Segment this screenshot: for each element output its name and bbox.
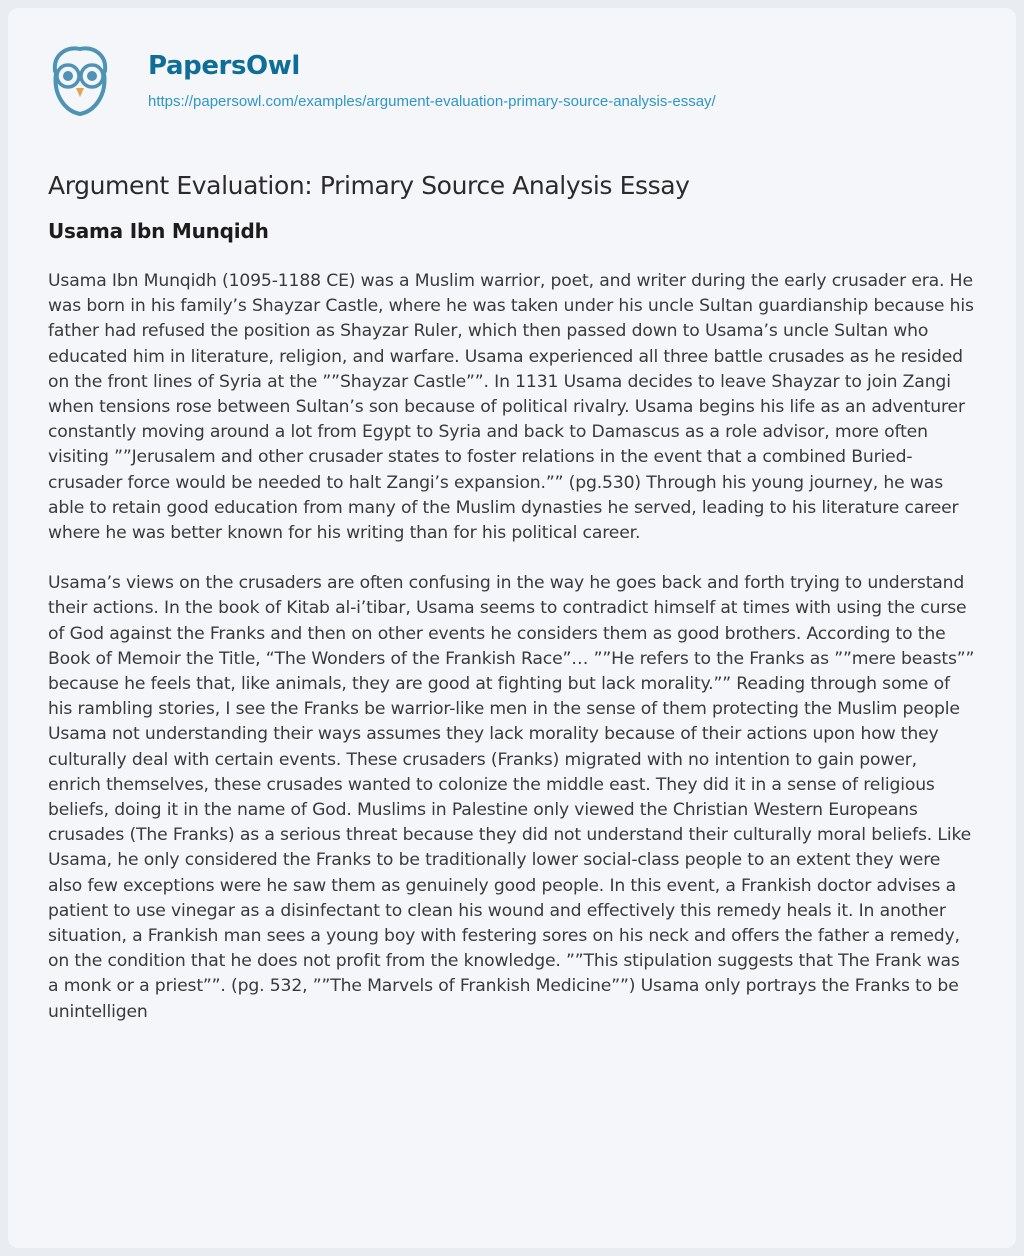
page-title: Argument Evaluation: Primary Source Analysis Essay <box>48 171 690 200</box>
paragraph: Usama’s views on the crusaders are often confusing in the way he goes back and forth trying to understand their actions. In the book of Kitab al-i’tibar, Usama seems to contradict himself at times with using the curse of God against the Franks and then on other events he considers them as good brothers. According to the Book of Memoir the Title, “The Wonders of the Frankish Race”… ””He refers to the Franks as ””mere beasts”” because he feels that, like animals, they are good at fighting but lack morality.”” Reading through some of his rambling stories, I see the Franks be warrior-like men in the sense of them protecting the Muslim people Usama not understanding their ways assumes they lack morality because of their actions upon how they culturally deal with certain events. These crusaders (Franks) migrated with no intention to gain power, enrich themselves, these crusades wanted to colonize the middle east. They did it in a sense of religious beliefs, doing it in the name of God. Muslims in Palestine only viewed the Christian Western Europeans crusades (The Franks) as a serious threat because they did not understand their culturally moral beliefs. Like Usama, he only considered the Franks to be traditionally lower social-class people to an extent they were also few exceptions were he saw them as genuinely good people. In this event, a Frankish doctor advises a patient to use vinegar as a disinfectant to clean his wound and effectively this remedy heals it. In another situation, a Frankish man sees a young boy with festering sores on his neck and offers the father a remedy, on the condition that he does not profit from the knowledge. ””This stipulation suggests that The Frank was a monk or a priest””. (pg. 532, ””The Marvels of Frankish Medicine””) Usama only portrays the Franks to be unintelligen <box>48 573 975 1022</box>
brand-block <box>148 48 716 112</box>
article-subtitle: Usama Ibn Munqidh <box>48 219 269 243</box>
site-header <box>48 36 975 124</box>
article-body <box>48 269 975 1025</box>
document-card <box>8 8 1016 1248</box>
owl-logo-icon[interactable] <box>49 43 111 117</box>
site-name[interactable]: PapersOwl <box>148 51 300 81</box>
source-url-link[interactable]: https://papersowl.com/examples/argument-evaluation-primary-source-analysis-essay/ <box>148 93 716 110</box>
paragraph: Usama Ibn Munqidh (1095-1188 CE) was a Muslim warrior, poet, and writer during the early crusader era. He was born in his family’s Shayzar Castle, where he was taken under his uncle Sultan guardianship because his father had refused the position as Shayzar Ruler, which then passed down to Usama’s uncle Sultan who educated him in literature, religion, and warfare. Usama experienced all three battle crusades as he resided on the front lines of Syria at the ””Shayzar Castle””. In 1131 Usama decides to leave Shayzar to join Zangi when tensions rose between Sultan’s son because of political rivalry. Usama begins his life as an adventurer constantly moving around a lot from Egypt to Syria and back to Damascus as a role advisor, more often visiting ””Jerusalem and other crusader states to foster relations in the event that a combined Buried-crusader force would be needed to halt Zangi’s expansion.”” (pg.530) Through his young journey, he was able to retain good education from many of the Muslim dynasties he served, leading to his literature career where he was better known for his writing than for his political career. <box>48 271 974 544</box>
